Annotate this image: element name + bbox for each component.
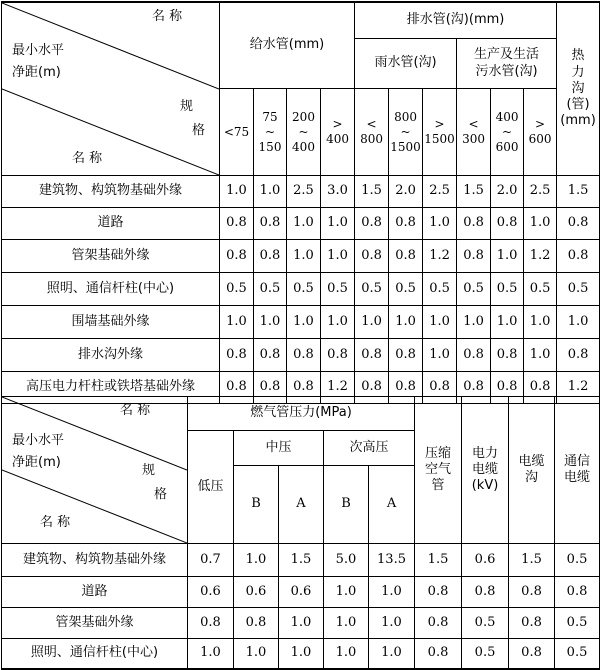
table-cell: 0.8 (287, 339, 321, 372)
table-cell: 0.5 (457, 273, 491, 306)
table-cell: 1.0 (254, 176, 287, 208)
table-cell: 0.5 (355, 273, 389, 306)
table-cell: 0.8 (491, 372, 524, 404)
table-row (2, 577, 600, 608)
table-cell: 0.8 (509, 608, 555, 639)
size-header: 200 ~ 400 (287, 89, 321, 176)
sub-high-b-header: B (324, 466, 369, 544)
corner-spec-1: 规 (142, 463, 156, 478)
table-cell: 1.0 (279, 639, 324, 669)
table-cell: 0.8 (287, 372, 321, 404)
medium-b-header: B (234, 466, 279, 544)
table-cell: 0.8 (457, 339, 491, 372)
size-header: < 800 (355, 89, 389, 176)
table-cell: 0.8 (509, 577, 555, 608)
table-cell: 1.0 (279, 608, 324, 639)
row-name: 排水沟外缘 (2, 339, 220, 372)
table-cell: 1.0 (287, 306, 321, 339)
table-cell: 0.6 (279, 577, 324, 608)
table-cell: 0.6 (188, 577, 234, 608)
table-cell: 1.0 (423, 306, 457, 339)
gas-pressure-header: 燃气管压力(MPa) (188, 397, 415, 431)
medium-a-header: A (279, 466, 324, 544)
table-cell: 0.8 (457, 240, 491, 273)
row-name: 高压电力杆柱或铁塔基础外缘 (2, 372, 220, 404)
table-cell: 0.8 (234, 608, 279, 639)
table-cell: 1.0 (369, 639, 415, 669)
table-cell: 0.8 (355, 208, 389, 240)
clearance-table-pipes (1, 1, 600, 404)
table-cell: 1.0 (524, 208, 557, 240)
table-cell: 1.0 (389, 306, 423, 339)
table-cell: 0.8 (188, 608, 234, 639)
power-cable-header: 电力 电缆 (kV) (462, 397, 509, 544)
size-header: <75 (220, 89, 254, 176)
table-cell: 0.8 (254, 339, 287, 372)
table-cell: 1.5 (457, 176, 491, 208)
table1-corner-header (2, 2, 220, 176)
table-cell: 1.0 (324, 608, 369, 639)
table-cell: 1.0 (369, 577, 415, 608)
table-cell: 1.0 (234, 544, 279, 577)
table-cell: 0.8 (491, 339, 524, 372)
table-cell: 0.8 (355, 339, 389, 372)
row-name: 建筑物、构筑物基础外缘 (2, 544, 188, 577)
row-name: 管架基础外缘 (2, 240, 220, 273)
table-cell: 1.0 (324, 577, 369, 608)
table-cell: 13.5 (369, 544, 415, 577)
table-cell: 0.8 (321, 339, 355, 372)
corner-distance-line1: 最小水平 (12, 43, 65, 58)
table-cell: 0.5 (555, 608, 600, 639)
table-cell: 2.0 (389, 176, 423, 208)
table-cell: 0.8 (555, 577, 600, 608)
table-cell: 2.5 (524, 176, 557, 208)
low-pressure-header: 低压 (188, 431, 234, 544)
corner-name-top: 名 称 (152, 9, 183, 24)
table-row (2, 208, 600, 240)
table-cell: 0.8 (462, 577, 509, 608)
table-cell: 1.0 (369, 608, 415, 639)
table-cell: 0.8 (220, 372, 254, 404)
table-cell: 0.8 (457, 372, 491, 404)
table-cell: 0.8 (389, 339, 423, 372)
table-cell: 0.8 (415, 639, 462, 669)
size-header: 800 ~ 1500 (389, 89, 423, 176)
table-cell: 0.8 (415, 608, 462, 639)
table-cell: 1.0 (491, 306, 524, 339)
size-header: < 300 (457, 89, 491, 176)
table-cell: 1.0 (321, 208, 355, 240)
table-cell: 1.0 (524, 306, 557, 339)
row-name: 围墙基础外缘 (2, 306, 220, 339)
table-cell: 1.0 (287, 240, 321, 273)
row-name: 照明、通信杆柱(中心) (2, 273, 220, 306)
medium-pressure-header: 中压 (234, 431, 324, 466)
table-cell: 1.0 (557, 306, 600, 339)
table-cell: 0.5 (389, 273, 423, 306)
table-cell: 0.5 (557, 273, 600, 306)
table-row (2, 544, 600, 577)
table-cell: 0.5 (491, 273, 524, 306)
table-cell: 0.5 (287, 273, 321, 306)
table-cell: 1.0 (220, 176, 254, 208)
table-cell: 1.0 (524, 339, 557, 372)
table2-corner-header (2, 397, 188, 544)
table-row (2, 176, 600, 208)
table-cell: 0.8 (389, 240, 423, 273)
table-cell: 1.0 (234, 639, 279, 669)
row-name: 管架基础外缘 (2, 608, 188, 639)
table-cell: 1.0 (491, 240, 524, 273)
sewage-pipe-header: 生产及生活 污水管(沟) (457, 38, 557, 88)
table-cell: 0.5 (423, 273, 457, 306)
table-row (2, 339, 600, 372)
table-cell: 0.5 (524, 273, 557, 306)
table-cell: 0.8 (423, 372, 457, 404)
table-cell: 5.0 (324, 544, 369, 577)
table-cell: 1.2 (557, 372, 600, 404)
table-cell: 0.8 (524, 372, 557, 404)
table-cell: 1.5 (509, 544, 555, 577)
size-header: 400 ~ 600 (491, 89, 524, 176)
table-cell: 1.0 (287, 208, 321, 240)
drainage-header: 排水管(沟)(mm) (355, 2, 557, 38)
table-cell: 1.2 (423, 240, 457, 273)
corner-spec-2: 格 (154, 487, 168, 502)
size-header: > 600 (524, 89, 557, 176)
corner-name-bottom: 名 称 (40, 515, 71, 530)
table-cell: 0.5 (462, 639, 509, 669)
clearance-table-gas (1, 396, 600, 670)
row-name: 照明、通信杆柱(中心) (2, 639, 188, 669)
row-name: 道路 (2, 577, 188, 608)
table-cell: 1.5 (355, 176, 389, 208)
table-cell: 0.8 (220, 208, 254, 240)
table-cell: 0.8 (254, 208, 287, 240)
table-cell: 0.5 (555, 639, 600, 669)
table-cell: 0.5 (555, 544, 600, 577)
table-cell: 1.0 (321, 306, 355, 339)
table-cell: 2.5 (287, 176, 321, 208)
table-cell: 0.8 (389, 208, 423, 240)
table-cell: 0.8 (220, 240, 254, 273)
table-cell: 0.8 (557, 240, 600, 273)
table-cell: 0.8 (457, 208, 491, 240)
corner-name-top: 名 称 (120, 403, 151, 418)
table-cell: 1.5 (557, 176, 600, 208)
table-cell: 2.5 (423, 176, 457, 208)
table-cell: 1.0 (220, 306, 254, 339)
table-cell: 0.8 (415, 577, 462, 608)
table-cell: 0.8 (389, 372, 423, 404)
table-cell: 1.0 (423, 339, 457, 372)
table-cell: 0.8 (254, 240, 287, 273)
table-cell: 0.8 (355, 240, 389, 273)
corner-spec-1: 规 (180, 99, 194, 114)
table-cell: 2.0 (491, 176, 524, 208)
table-cell: 0.5 (220, 273, 254, 306)
compressed-air-header: 压缩 空气 管 (415, 397, 462, 544)
table-cell: 0.5 (462, 608, 509, 639)
table-cell: 0.8 (220, 339, 254, 372)
table-row (2, 273, 600, 306)
table-row (2, 608, 600, 639)
table-cell: 1.2 (321, 372, 355, 404)
table-cell: 0.8 (355, 372, 389, 404)
table-cell: 0.8 (557, 339, 600, 372)
table-cell: 0.6 (234, 577, 279, 608)
table-cell: 1.0 (355, 306, 389, 339)
table-cell: 3.0 (321, 176, 355, 208)
sub-high-a-header: A (369, 466, 415, 544)
water-supply-header: 给水管(mm) (220, 2, 355, 89)
table-cell: 0.8 (557, 208, 600, 240)
table-cell: 1.0 (324, 639, 369, 669)
rain-pipe-header: 雨水管(沟) (355, 38, 457, 88)
size-header: 75 ~ 150 (254, 89, 287, 176)
corner-distance-line2: 净距(m) (12, 65, 61, 80)
comm-cable-header: 通信 电缆 (555, 397, 600, 544)
table-cell: 0.5 (321, 273, 355, 306)
diagonal-lines (2, 3, 219, 175)
table-cell: 1.5 (415, 544, 462, 577)
table-row (2, 306, 600, 339)
corner-spec-2: 格 (192, 123, 206, 138)
table-cell: 0.7 (188, 544, 234, 577)
table-cell: 1.0 (321, 240, 355, 273)
table-cell: 0.5 (254, 273, 287, 306)
table-row (2, 639, 600, 669)
table-cell: 0.8 (491, 208, 524, 240)
table-cell: 1.0 (254, 306, 287, 339)
corner-name-bottom: 名 称 (72, 151, 103, 166)
size-header: > 400 (321, 89, 355, 176)
cable-trench-header: 电缆 沟 (509, 397, 555, 544)
table-cell: 1.2 (524, 240, 557, 273)
table-cell: 1.5 (279, 544, 324, 577)
row-name: 道路 (2, 208, 220, 240)
table-cell: 0.6 (462, 544, 509, 577)
table-cell: 1.0 (188, 639, 234, 669)
table-row (2, 240, 600, 273)
row-name: 建筑物、构筑物基础外缘 (2, 176, 220, 208)
corner-distance-line2: 净距(m) (12, 455, 61, 470)
table-cell: 0.8 (254, 372, 287, 404)
table-cell: 0.8 (509, 639, 555, 669)
sub-high-pressure-header: 次高压 (324, 431, 415, 466)
corner-distance-line1: 最小水平 (12, 433, 65, 448)
table-cell: 1.0 (423, 208, 457, 240)
heat-trench-header: 热 力 沟 (管) (mm) (557, 2, 600, 176)
size-header: > 1500 (423, 89, 457, 176)
table-cell: 1.0 (457, 306, 491, 339)
